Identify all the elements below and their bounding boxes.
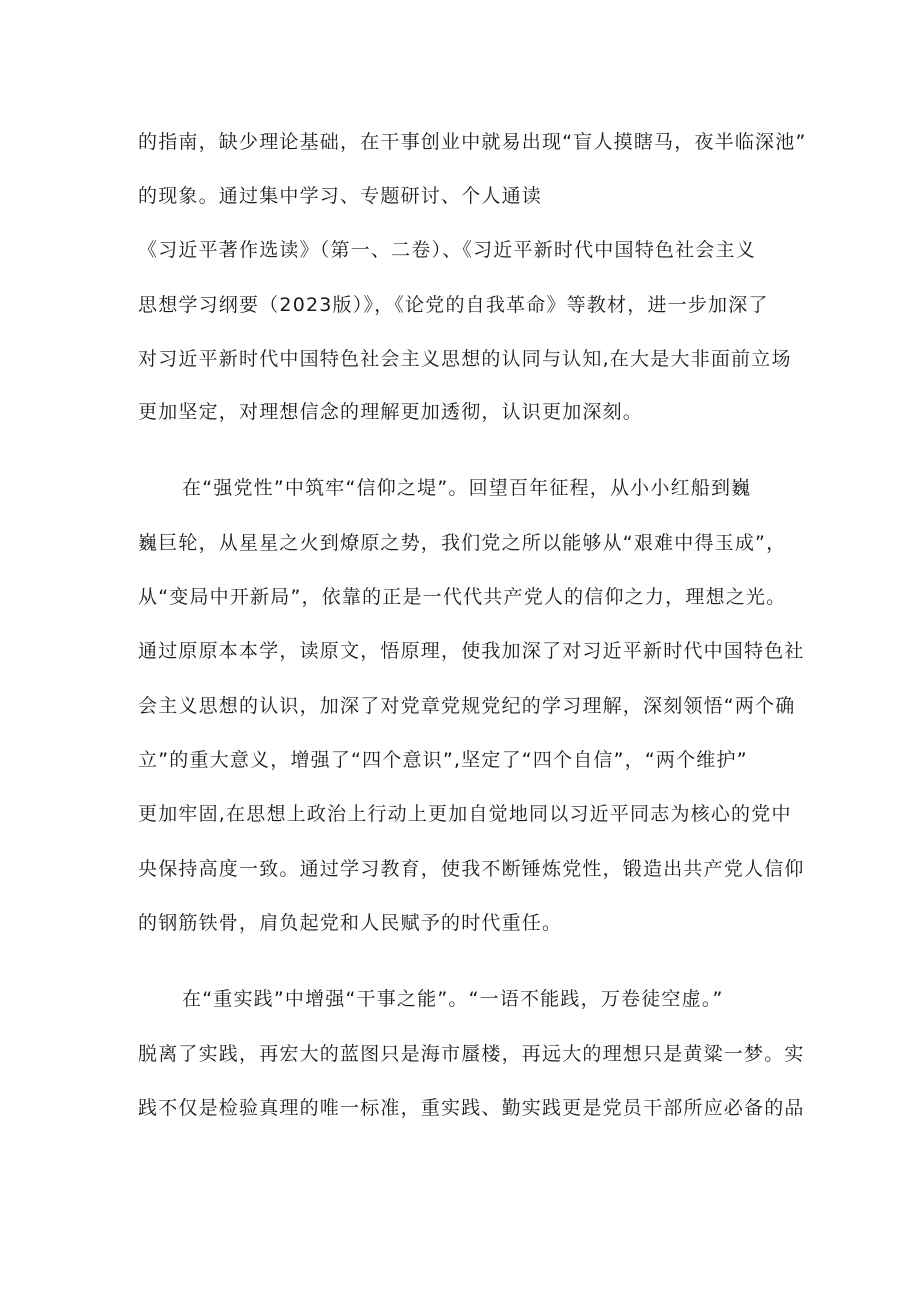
paragraph-2-line-1: 在“强党性”中筑牢“信仰之堤”。回望百年征程，从小小红船到巍 [182, 477, 752, 499]
paragraph-3-line-1: 在“重实践”中增强“干事之能”。“一语不能践，万卷徒空虚。” [182, 988, 724, 1010]
paragraph-2-line-5: 会主义思想的认识，加深了对党章党规党纪的学习理解，深刻领悟“两个确 [138, 695, 796, 717]
paragraph-1-line-4: 思想学习纲要（2023版）》，《论党的自我革命》等教材，进一步加深了 [138, 294, 769, 316]
paragraph-2-line-7: 更加牢固,在思想上政治上行动上更加自觉地同以习近平同志为核心的党中 [138, 803, 792, 825]
paragraph-1-line-3: 《习近平著作选读》（第一、二卷）、《习近平新时代中国特色社会主义 [138, 239, 756, 261]
paragraph-2-line-3: 从“变局中开新局”，依靠的正是一代代共产党人的信仰之力，理想之光。 [138, 586, 787, 608]
paragraph-1-line-1: 的指南，缺少理论基础，在干事创业中就易出现“盲人摸瞎马，夜半临深池” [138, 131, 807, 153]
paragraph-1-line-2: 的现象。通过集中学习、专题研讨、个人通读 [138, 185, 543, 207]
paragraph-2-line-9: 的钢筋铁骨，肩负起党和人民赋予的时代重任。 [138, 912, 563, 934]
paragraph-3-line-2: 脱离了实践，再宏大的蓝图只是海市蜃楼，再远大的理想只是黄粱一梦。实 [138, 1043, 805, 1065]
paragraph-1-line-6: 更加坚定，对理想信念的理解更加透彻，认识更加深刻。 [138, 401, 644, 423]
paragraph-2-line-4: 通过原原本本学，读原文，悟原理，使我加深了对习近平新时代中国特色社 [138, 640, 805, 662]
paragraph-2-line-2: 巍巨轮，从星星之火到燎原之势，我们党之所以能够从“艰难中得玉成”， [138, 532, 787, 554]
paragraph-3-line-3: 践不仅是检验真理的唯一标准，重实践、勤实践更是党员干部所应必备的品 [138, 1097, 805, 1119]
paragraph-1-line-5: 对习近平新时代中国特色社会主义思想的认同与认知,在大是大非面前立场 [138, 348, 792, 370]
paragraph-2-line-8: 央保持高度一致。通过学习教育，使我不断锤炼党性，锻造出共产党人信仰 [138, 858, 805, 880]
paragraph-2-line-6: 立”的重大意义，增强了“四个意识”,坚定了“四个自信”，“两个维护” [138, 749, 748, 771]
